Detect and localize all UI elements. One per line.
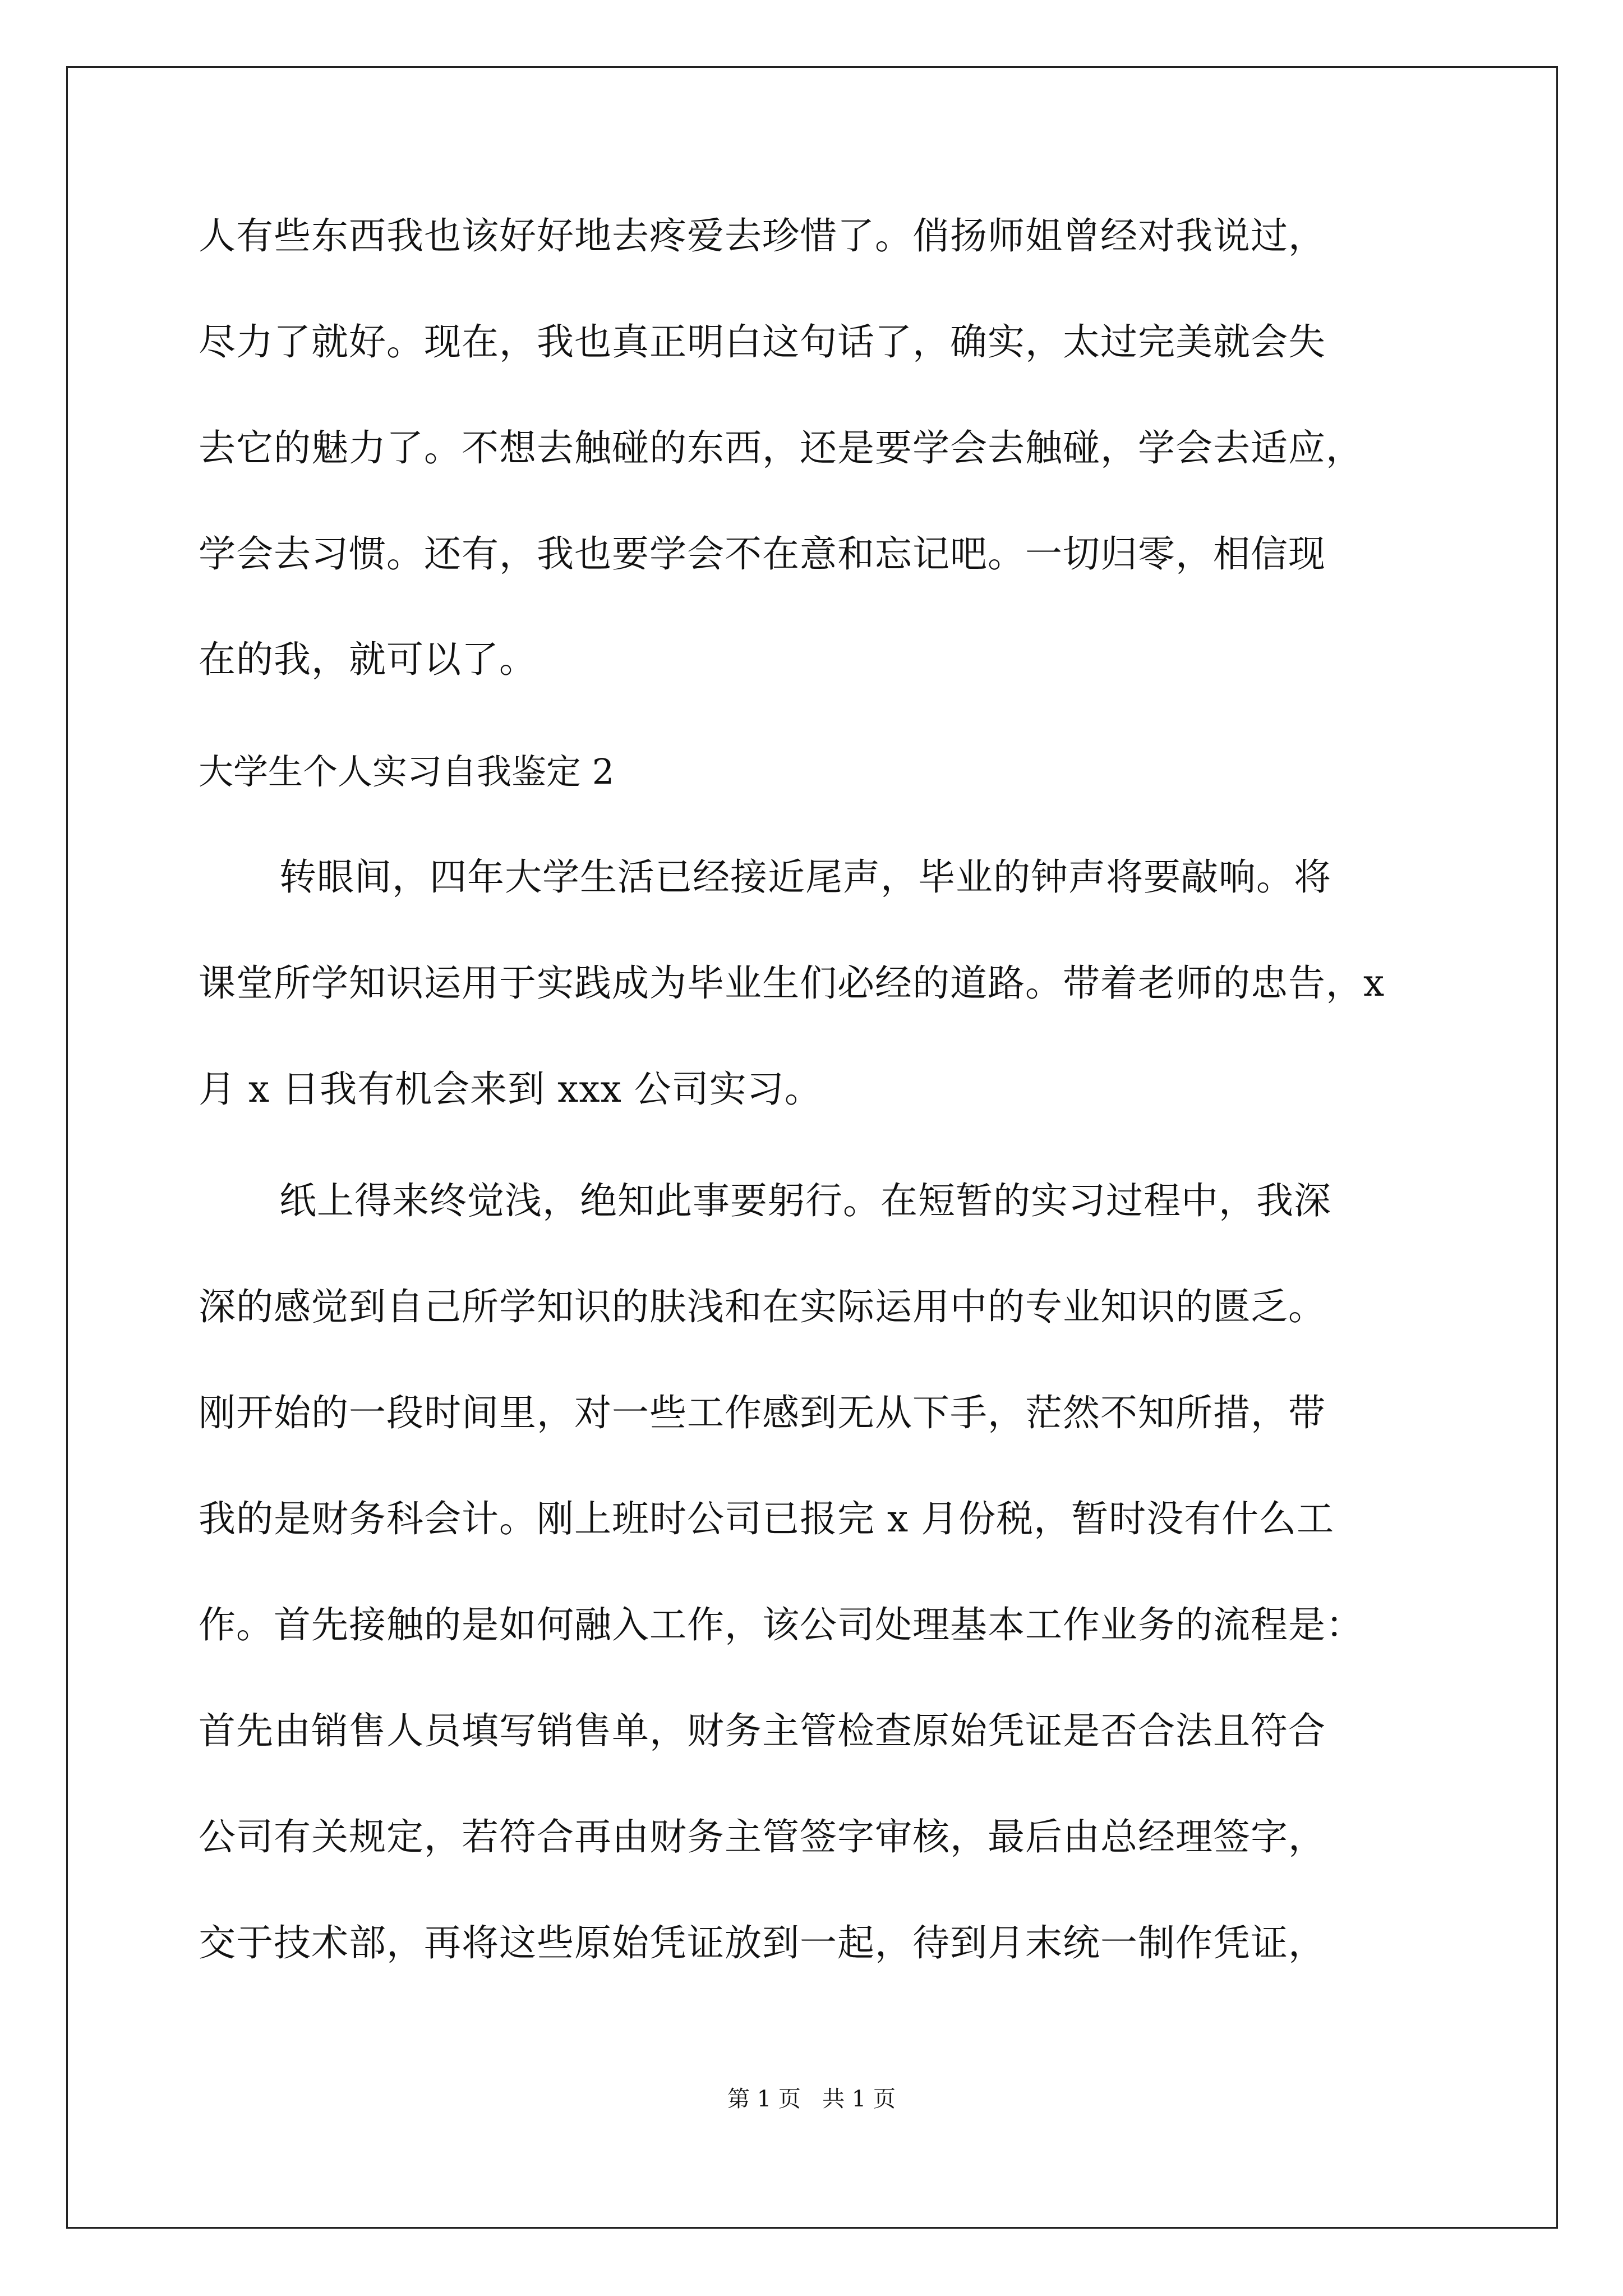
text-line: 首先由销售人员填写销售单，财务主管检查原始凭证是否合法且符合 [199, 1709, 1326, 1752]
text-line: 月 x 日我有机会来到 xxx 公司实习。 [199, 1068, 822, 1111]
text-line: 去它的魅力了。不想去触碰的东西，还是要学会去触碰，学会去适应， [199, 426, 1363, 470]
text-line: 交于技术部，再将这些原始凭证放到一起，待到月末统一制作凭证， [199, 1921, 1326, 1964]
text-line: 纸上得来终觉浅，绝知此事要躬行。在短暂的实习过程中，我深 [279, 1179, 1331, 1222]
text-line: 课堂所学知识运用于实践成为毕业生们必经的道路。带着老师的忠告，x [199, 961, 1385, 1005]
text-line: 作。首先接触的是如何融入工作，该公司处理基本工作业务的流程是： [199, 1603, 1363, 1646]
text-line: 尽力了就好。现在，我也真正明白这句话了，确实，太过完美就会失 [199, 320, 1326, 364]
page-footer: 第 1 页 共 1 页 [727, 2086, 896, 2112]
text-line: 深的感觉到自己所学知识的肤浅和在实际运用中的专业知识的匮乏。 [199, 1285, 1326, 1328]
text-line: 人有些东西我也该好好地去疼爱去珍惜了。俏扬师姐曾经对我说过， [199, 214, 1326, 257]
text-line: 学会去习惯。还有，我也要学会不在意和忘记吧。一切归零，相信现 [199, 532, 1326, 576]
page-border [66, 66, 1558, 2229]
section-title: 大学生个人实习自我鉴定 2 [199, 751, 615, 792]
text-line: 刚开始的一段时间里，对一些工作感到无从下手，茫然不知所措，带 [199, 1391, 1326, 1434]
text-line: 公司有关规定，若符合再由财务主管签字审核，最后由总经理签字， [199, 1815, 1326, 1858]
text-line: 我的是财务科会计。刚上班时公司已报完 x 月份税，暂时没有什么工 [199, 1497, 1335, 1540]
text-line: 转眼间，四年大学生活已经接近尾声，毕业的钟声将要敲响。将 [279, 855, 1331, 899]
text-line: 在的我，就可以了。 [199, 638, 537, 681]
